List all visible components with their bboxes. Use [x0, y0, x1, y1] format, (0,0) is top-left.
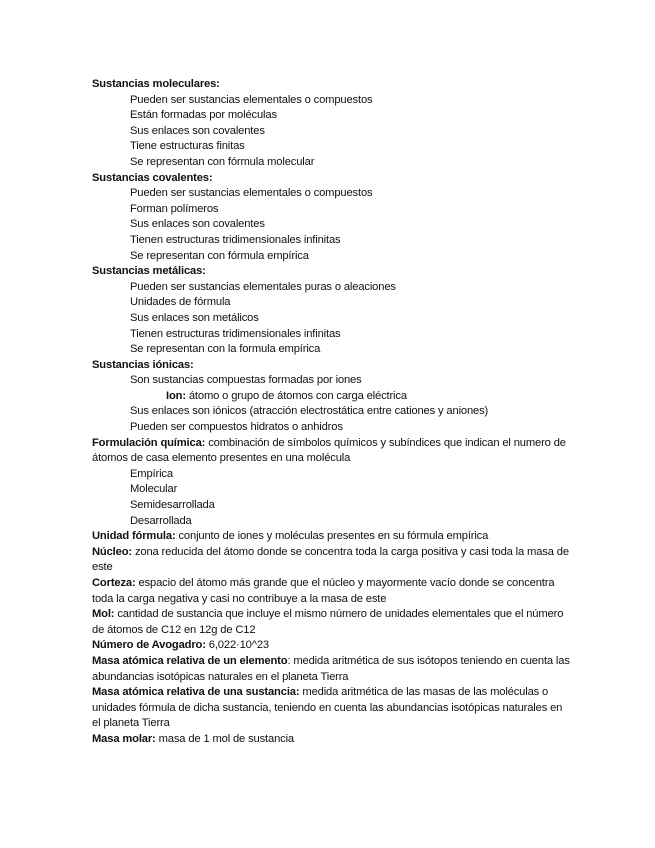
list-item: Unidades de fórmula — [130, 296, 231, 309]
list-item: Son sustancias compuestas formadas por iones — [130, 374, 362, 387]
document-page — [92, 77, 572, 748]
definition-unidad-formula: Unidad fórmula: conjunto de iones y moléculas presentes en su fórmula empírica — [92, 530, 489, 543]
list-item: Tiene estructuras finitas — [130, 140, 245, 153]
heading-metalicas: Sustancias metálicas: — [92, 265, 206, 278]
list-item: Molecular — [130, 483, 178, 496]
definition-corteza: Corteza: espacio del átomo más grande que el núcleo y mayormente vacío donde se concentra toda la carga negativa y casi no contribuye a la masa de este — [92, 577, 555, 605]
list-item: Pueden ser sustancias elementales o compuestos — [130, 187, 373, 200]
list-item: Tienen estructuras tridimensionales infinitas — [130, 327, 341, 340]
list-item: Sus enlaces son covalentes — [130, 218, 265, 231]
definition-avogadro: Número de Avogadro: 6,022·10^23 — [92, 639, 269, 652]
list-item: Se representan con fórmula molecular — [130, 155, 315, 168]
formulacion-definition: Formulación química: combinación de símbolos químicos y subíndices que indican el numero de átomos de casa elemento presentes en una molécula — [92, 436, 566, 465]
list-item: Pueden ser sustancias elementales puras o aleaciones — [130, 280, 396, 293]
definition-masa-atomica-sustancia: Masa atómica relativa de una sustancia: medida aritmética de las masas de las moléculas o unidades fórmula de dicha sustancia, teniendo en cuenta las abundancias isotópicas naturales en el planeta Tierra — [92, 686, 563, 730]
list-item: Tienen estructuras tridimensionales infinitas — [130, 233, 341, 246]
definition-nucleo: Núcleo: zona reducida del átomo donde se concentra toda la carga positiva y casi toda la masa de este — [92, 545, 569, 574]
heading-covalentes: Sustancias covalentes: — [92, 171, 213, 184]
list-item: Sus enlaces son iónicos (atracción electrostática entre cationes y aniones) — [130, 405, 489, 418]
heading-ionicas: Sustancias iónicas: — [92, 358, 194, 371]
list-item: Pueden ser sustancias elementales o compuestos — [130, 93, 373, 106]
definition-masa-atomica-elemento: Masa atómica relativa de un elemento: medida aritmética de sus isótopos teniendo en cuenta las abundancias isotópicas naturales en el planeta Tierra — [92, 654, 570, 683]
list-item: Semidesarrollada — [130, 499, 215, 512]
list-item: Están formadas por moléculas — [130, 109, 277, 122]
ion-definition: Ion: átomo o grupo de átomos con carga eléctrica — [166, 389, 407, 402]
list-item: Empírica — [130, 467, 173, 480]
heading-moleculares: Sustancias moleculares: — [92, 78, 220, 90]
definition-masa-molar: Masa molar: masa de 1 mol de sustancia — [92, 732, 294, 745]
definition-mol: Mol: cantidad de sustancia que incluye el mismo número de unidades elementales que el número de átomos de C12 en 12g de C12 — [92, 608, 564, 636]
list-item: Desarrollada — [130, 514, 192, 527]
list-item: Se representan con la formula empírica — [130, 343, 321, 356]
list-item: Sus enlaces son metálicos — [130, 311, 259, 324]
list-item: Forman polímeros — [130, 202, 219, 215]
list-item: Se representan con fórmula empírica — [130, 249, 309, 262]
list-item: Pueden ser compuestos hidratos o anhidros — [130, 421, 343, 434]
list-item: Sus enlaces son covalentes — [130, 124, 265, 137]
